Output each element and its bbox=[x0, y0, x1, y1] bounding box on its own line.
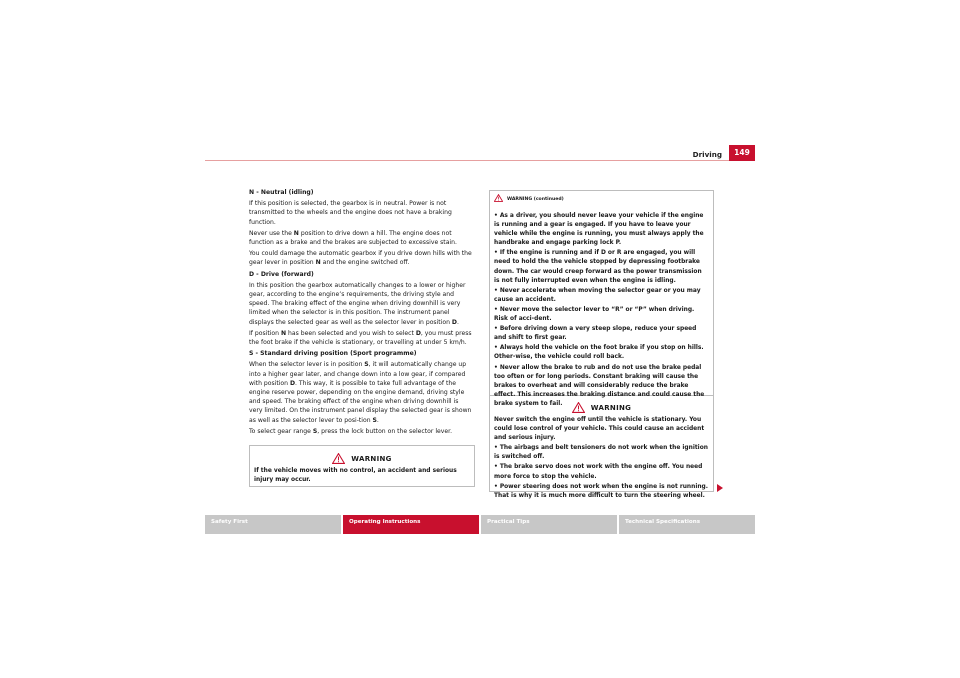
n-paragraph-3: You could damage the automatic gearbox if you drive down hills with the gear lever in position N and the engine switched off. bbox=[249, 250, 472, 267]
d-paragraph-2: If position N has been selected and you wish to select D, you must press the foot brake if the vehicle is stationary, or travelling at under 5 km/h. bbox=[249, 329, 472, 347]
list-item: • Never allow the brake to rub and do not use the brake pedal too often or for long periods. Constant braking will cause the brakes to overheat and will considerably reduce the brake effect. This increases the braking distance and could cause the brake system to fail. bbox=[494, 364, 705, 407]
warning-box-left bbox=[249, 445, 475, 487]
list-item: • Never accelerate when moving the selector gear or you may cause an accident. bbox=[494, 287, 701, 303]
list-item: • Before driving down a very steep slope, reduce your speed and shift to first gear. bbox=[494, 326, 697, 342]
page-number: 149 bbox=[729, 145, 755, 161]
header-rule bbox=[205, 160, 755, 161]
tab-practical-tips[interactable]: Practical Tips bbox=[481, 515, 617, 534]
warning-continued-title: WARNING (continued) bbox=[507, 196, 564, 202]
list-item: • Never move the selector lever to “R” or “P” when driving. Risk of acci-dent. bbox=[494, 306, 695, 323]
s-heading: S - Standard driving position (Sport programme) bbox=[249, 350, 417, 358]
list-item: • As a driver, you should never leave your vehicle if the engine is running and a gear is engaged. If you have to leave your vehicle while the engine is running, you must always apply the handbrake and engage parking lock P. bbox=[494, 213, 704, 247]
n-paragraph-2: Never use the N position to drive down a hill. The engine does not function as a brake and the brakes are subjected to excessive stain. bbox=[249, 229, 457, 247]
warning-box-right bbox=[489, 396, 714, 499]
warning-continued-box bbox=[489, 190, 714, 407]
tab-operating-instructions[interactable]: Operating Instructions bbox=[343, 515, 479, 534]
continue-arrow-icon bbox=[717, 484, 723, 492]
tab-safety-first[interactable]: Safety First bbox=[205, 515, 341, 534]
warning-title: WARNING bbox=[590, 403, 632, 412]
warning-triangle-icon bbox=[332, 453, 345, 464]
warning-intro: Never switch the engine off until the vehicle is stationary. You could lose control of your vehicle. This could cause an accident and serious injury. bbox=[494, 417, 705, 442]
warning-continued-list bbox=[490, 204, 713, 414]
s-paragraph-1: When the selector lever is in position S, it will automatically change up into a higher gear later, and change down into a low gear, if compared with position D. This way, it is possible to take full advantage of the engine reserve power, depending on the engine demand, driving style and speed. The braking effect of the engine when driving downhill is very limited. On the instrument panel display the selected gear is shown as well as the selector lever to posi-tion S. bbox=[249, 361, 472, 424]
warning-triangle-icon bbox=[572, 402, 585, 413]
list-item: • Always hold the vehicle on the foot brake if you stop on hills. Other-wise, the vehicle could roll back. bbox=[494, 345, 704, 361]
list-item: • Power steering does not work when the engine is not running. That is why it is much more difficult to turn the steering wheel. bbox=[494, 483, 708, 499]
n-paragraph-1: If this position is selected, the gearbox is in neutral. Power is not transmitted to the wheels and the engine does not have a braking function. bbox=[249, 200, 452, 226]
left-column bbox=[249, 187, 473, 438]
section-title: Driving bbox=[692, 150, 722, 159]
list-item: • The airbags and belt tensioners do not work when the ignition is switched off. bbox=[494, 445, 708, 461]
warning-right-body bbox=[490, 416, 713, 506]
d-paragraph-1: In this position the gearbox automatically changes to a lower or higher gear, according to the engine’s requirements, the driving style and speed. The braking effect of the engine when driving downhill is very limited when the selector is in this position. The instrument panel displays the selected gear as well as the selector lever in position D. bbox=[249, 281, 466, 326]
list-item: • The brake servo does not work with the engine off. You need more force to stop the vehicle. bbox=[494, 464, 703, 480]
list-item: • If the engine is running and if D or R are engaged, you will need to hold the the vehicle stopped by depressing footbrake down. The car would creep forward as the power transmission is not fully interrupted even when the engine is idling. bbox=[494, 250, 702, 284]
tab-technical-specifications[interactable]: Technical Specifications bbox=[619, 515, 755, 534]
d-heading: D - Drive (forward) bbox=[249, 270, 314, 278]
footer-nav bbox=[205, 515, 755, 534]
s-paragraph-2: To select gear range S, press the lock button on the selector lever. bbox=[249, 427, 453, 435]
right-column bbox=[489, 190, 714, 499]
warning-title: WARNING bbox=[351, 454, 392, 463]
warning-triangle-small-icon bbox=[494, 194, 503, 204]
n-heading: N - Neutral (idling) bbox=[249, 189, 314, 196]
warning-text: If the vehicle moves with no control, an accident and serious injury may occur. bbox=[254, 468, 457, 484]
